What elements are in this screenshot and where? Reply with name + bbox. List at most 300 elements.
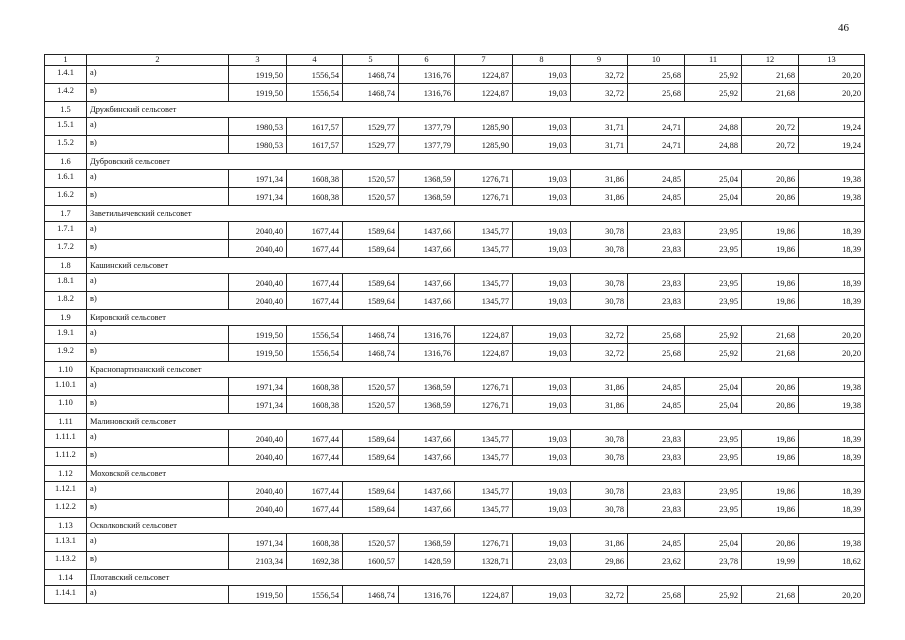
value-cell-col-12: 19,99: [742, 552, 799, 570]
value-cell-col-9: 31,86: [571, 378, 628, 396]
value-cell-col-12: 20,86: [742, 396, 799, 414]
value-cell-col-7: 1224,87: [455, 326, 513, 344]
value-cell-col-7: 1276,71: [455, 396, 513, 414]
value-cell-col-8: 19,03: [513, 170, 571, 188]
value-cell-col-8: 19,03: [513, 500, 571, 518]
value-cell-col-3: 1971,34: [229, 170, 287, 188]
row-label: а): [87, 482, 229, 500]
value-cell-col-12: 20,86: [742, 378, 799, 396]
value-cell-col-13: 19,24: [799, 118, 865, 136]
value-cell-col-6: 1437,66: [399, 274, 455, 292]
value-cell-col-9: 29,86: [571, 552, 628, 570]
value-cell-col-10: 23,83: [628, 448, 685, 466]
value-cell-col-11: 23,95: [685, 240, 742, 258]
value-cell-col-9: 32,72: [571, 586, 628, 604]
value-cell-col-6: 1316,76: [399, 344, 455, 362]
row-code: 1.10.1: [45, 378, 87, 396]
value-cell-col-4: 1677,44: [287, 482, 343, 500]
value-cell-col-9: 31,71: [571, 118, 628, 136]
row-code: 1.7.2: [45, 240, 87, 258]
value-cell-col-12: 19,86: [742, 274, 799, 292]
value-cell-col-12: 21,68: [742, 586, 799, 604]
value-cell-col-3: 1919,50: [229, 66, 287, 84]
value-cell-col-5: 1589,64: [343, 274, 399, 292]
value-cell-col-4: 1556,54: [287, 66, 343, 84]
row-code: 1.12.1: [45, 482, 87, 500]
group-row: [45, 206, 865, 222]
value-cell-col-12: 20,86: [742, 170, 799, 188]
value-cell-col-13: 20,20: [799, 586, 865, 604]
column-header-2: 2: [87, 55, 229, 66]
value-cell-col-8: 19,03: [513, 344, 571, 362]
value-cell-col-13: 19,38: [799, 170, 865, 188]
row-code: 1.8.1: [45, 274, 87, 292]
group-title: Дружбинский сельсовет: [87, 102, 865, 118]
value-cell-col-6: 1368,59: [399, 534, 455, 552]
value-cell-col-7: 1276,71: [455, 378, 513, 396]
table-row: [45, 396, 865, 414]
value-cell-col-3: 1919,50: [229, 344, 287, 362]
value-cell-col-8: 19,03: [513, 378, 571, 396]
column-header-3: 3: [229, 55, 287, 66]
row-label: а): [87, 118, 229, 136]
value-cell-col-5: 1600,57: [343, 552, 399, 570]
row-code: 1.14.1: [45, 586, 87, 604]
group-title: Моховской сельсовет: [87, 466, 865, 482]
value-cell-col-4: 1556,54: [287, 84, 343, 102]
row-label: а): [87, 378, 229, 396]
row-label: в): [87, 396, 229, 414]
value-cell-col-10: 25,68: [628, 66, 685, 84]
value-cell-col-12: 19,86: [742, 500, 799, 518]
value-cell-col-3: 2040,40: [229, 500, 287, 518]
value-cell-col-11: 25,92: [685, 326, 742, 344]
value-cell-col-10: 24,85: [628, 396, 685, 414]
value-cell-col-6: 1428,59: [399, 552, 455, 570]
value-cell-col-3: 2040,40: [229, 482, 287, 500]
table-row: [45, 84, 865, 102]
group-title: Дубровский сельсовет: [87, 154, 865, 170]
value-cell-col-13: 18,39: [799, 292, 865, 310]
value-cell-col-8: 19,03: [513, 326, 571, 344]
value-cell-col-10: 24,85: [628, 534, 685, 552]
value-cell-col-7: 1276,71: [455, 188, 513, 206]
table-row: [45, 430, 865, 448]
value-cell-col-13: 19,24: [799, 136, 865, 154]
value-cell-col-8: 19,03: [513, 586, 571, 604]
value-cell-col-7: 1285,90: [455, 136, 513, 154]
table-row: [45, 274, 865, 292]
value-cell-col-13: 18,39: [799, 274, 865, 292]
group-row: [45, 258, 865, 274]
value-cell-col-5: 1589,64: [343, 500, 399, 518]
value-cell-col-11: 25,04: [685, 378, 742, 396]
value-cell-col-11: 23,95: [685, 430, 742, 448]
column-header-4: 4: [287, 55, 343, 66]
value-cell-col-10: 24,71: [628, 136, 685, 154]
value-cell-col-12: 20,72: [742, 118, 799, 136]
group-row: [45, 414, 865, 430]
value-cell-col-5: 1589,64: [343, 448, 399, 466]
value-cell-col-11: 25,92: [685, 586, 742, 604]
value-cell-col-3: 1971,34: [229, 188, 287, 206]
value-cell-col-13: 20,20: [799, 344, 865, 362]
value-cell-col-11: 25,04: [685, 188, 742, 206]
row-code: 1.9.2: [45, 344, 87, 362]
value-cell-col-13: 19,38: [799, 188, 865, 206]
value-cell-col-12: 21,68: [742, 344, 799, 362]
value-cell-col-3: 1971,34: [229, 378, 287, 396]
value-cell-col-5: 1589,64: [343, 482, 399, 500]
group-title: Плотавский сельсовет: [87, 570, 865, 586]
value-cell-col-3: 1919,50: [229, 326, 287, 344]
value-cell-col-5: 1468,74: [343, 586, 399, 604]
value-cell-col-6: 1316,76: [399, 66, 455, 84]
group-code: 1.5: [45, 102, 87, 118]
table-row: [45, 118, 865, 136]
value-cell-col-9: 32,72: [571, 66, 628, 84]
value-cell-col-13: 20,20: [799, 84, 865, 102]
value-cell-col-9: 30,78: [571, 482, 628, 500]
value-cell-col-7: 1224,87: [455, 344, 513, 362]
value-cell-col-11: 23,95: [685, 500, 742, 518]
row-code: 1.4.1: [45, 66, 87, 84]
value-cell-col-10: 23,62: [628, 552, 685, 570]
row-code: 1.13.2: [45, 552, 87, 570]
value-cell-col-8: 19,03: [513, 430, 571, 448]
value-cell-col-3: 1971,34: [229, 396, 287, 414]
value-cell-col-6: 1377,79: [399, 136, 455, 154]
table-row: [45, 500, 865, 518]
value-cell-col-6: 1437,66: [399, 500, 455, 518]
value-cell-col-6: 1437,66: [399, 448, 455, 466]
value-cell-col-13: 18,39: [799, 240, 865, 258]
value-cell-col-8: 19,03: [513, 136, 571, 154]
value-cell-col-6: 1316,76: [399, 586, 455, 604]
value-cell-col-6: 1437,66: [399, 222, 455, 240]
group-title: Краснопартизанский сельсовет: [87, 362, 865, 378]
value-cell-col-9: 31,71: [571, 136, 628, 154]
table-row: [45, 344, 865, 362]
row-label: а): [87, 586, 229, 604]
value-cell-col-9: 31,86: [571, 396, 628, 414]
group-code: 1.13: [45, 518, 87, 534]
column-header-13: 13: [799, 55, 865, 66]
group-title: Кашинский сельсовет: [87, 258, 865, 274]
value-cell-col-5: 1468,74: [343, 66, 399, 84]
table-row: [45, 586, 865, 604]
value-cell-col-10: 23,83: [628, 500, 685, 518]
group-row: [45, 570, 865, 586]
column-header-10: 10: [628, 55, 685, 66]
value-cell-col-5: 1468,74: [343, 84, 399, 102]
value-cell-col-8: 19,03: [513, 448, 571, 466]
row-code: 1.11.1: [45, 430, 87, 448]
value-cell-col-8: 23,03: [513, 552, 571, 570]
value-cell-col-6: 1377,79: [399, 118, 455, 136]
value-cell-col-12: 19,86: [742, 482, 799, 500]
row-code: 1.5.2: [45, 136, 87, 154]
value-cell-col-13: 19,38: [799, 534, 865, 552]
value-cell-col-3: 2040,40: [229, 222, 287, 240]
value-cell-col-3: 1980,53: [229, 118, 287, 136]
table-row: [45, 188, 865, 206]
value-cell-col-7: 1224,87: [455, 84, 513, 102]
value-cell-col-10: 24,85: [628, 188, 685, 206]
value-cell-col-6: 1368,59: [399, 188, 455, 206]
value-cell-col-3: 1919,50: [229, 586, 287, 604]
value-cell-col-8: 19,03: [513, 534, 571, 552]
value-cell-col-6: 1368,59: [399, 396, 455, 414]
value-cell-col-7: 1345,77: [455, 430, 513, 448]
value-cell-col-10: 23,83: [628, 292, 685, 310]
value-cell-col-7: 1328,71: [455, 552, 513, 570]
row-code: 1.11.2: [45, 448, 87, 466]
value-cell-col-4: 1677,44: [287, 292, 343, 310]
row-label: а): [87, 326, 229, 344]
value-cell-col-4: 1608,38: [287, 188, 343, 206]
value-cell-col-10: 24,85: [628, 170, 685, 188]
value-cell-col-8: 19,03: [513, 188, 571, 206]
value-cell-col-13: 19,38: [799, 378, 865, 396]
row-label: в): [87, 292, 229, 310]
row-label: в): [87, 552, 229, 570]
table-row: [45, 240, 865, 258]
value-cell-col-11: 25,04: [685, 534, 742, 552]
value-cell-col-10: 23,83: [628, 482, 685, 500]
value-cell-col-13: 18,39: [799, 430, 865, 448]
value-cell-col-3: 2040,40: [229, 292, 287, 310]
table-row: [45, 292, 865, 310]
value-cell-col-12: 21,68: [742, 66, 799, 84]
value-cell-col-9: 30,78: [571, 240, 628, 258]
value-cell-col-10: 23,83: [628, 430, 685, 448]
value-cell-col-10: 25,68: [628, 326, 685, 344]
group-row: [45, 362, 865, 378]
value-cell-col-7: 1345,77: [455, 222, 513, 240]
row-label: а): [87, 534, 229, 552]
row-label: а): [87, 170, 229, 188]
row-code: 1.6.2: [45, 188, 87, 206]
value-cell-col-6: 1316,76: [399, 84, 455, 102]
value-cell-col-11: 25,92: [685, 344, 742, 362]
table-row: [45, 170, 865, 188]
row-label: в): [87, 136, 229, 154]
group-code: 1.12: [45, 466, 87, 482]
group-code: 1.9: [45, 310, 87, 326]
value-cell-col-6: 1437,66: [399, 430, 455, 448]
row-code: 1.7.1: [45, 222, 87, 240]
value-cell-col-4: 1692,38: [287, 552, 343, 570]
row-label: в): [87, 344, 229, 362]
row-label: а): [87, 274, 229, 292]
row-label: а): [87, 66, 229, 84]
row-code: 1.5.1: [45, 118, 87, 136]
value-cell-col-10: 23,83: [628, 274, 685, 292]
row-code: 1.8.2: [45, 292, 87, 310]
row-label: в): [87, 448, 229, 466]
value-cell-col-7: 1345,77: [455, 240, 513, 258]
value-cell-col-5: 1520,57: [343, 378, 399, 396]
value-cell-col-12: 19,86: [742, 430, 799, 448]
group-title: Малиновский сельсовет: [87, 414, 865, 430]
value-cell-col-3: 1971,34: [229, 534, 287, 552]
value-cell-col-6: 1368,59: [399, 170, 455, 188]
value-cell-col-11: 25,92: [685, 84, 742, 102]
value-cell-col-13: 19,38: [799, 396, 865, 414]
value-cell-col-10: 25,68: [628, 344, 685, 362]
value-cell-col-4: 1617,57: [287, 136, 343, 154]
group-code: 1.7: [45, 206, 87, 222]
value-cell-col-4: 1608,38: [287, 378, 343, 396]
value-cell-col-3: 2040,40: [229, 448, 287, 466]
value-cell-col-12: 20,86: [742, 534, 799, 552]
value-cell-col-8: 19,03: [513, 84, 571, 102]
value-cell-col-6: 1437,66: [399, 482, 455, 500]
value-cell-col-8: 19,03: [513, 222, 571, 240]
value-cell-col-9: 32,72: [571, 84, 628, 102]
value-cell-col-3: 1980,53: [229, 136, 287, 154]
group-title: Заветильичевский сельсовет: [87, 206, 865, 222]
value-cell-col-6: 1437,66: [399, 292, 455, 310]
value-cell-col-11: 25,04: [685, 170, 742, 188]
value-cell-col-5: 1520,57: [343, 170, 399, 188]
group-code: 1.10: [45, 362, 87, 378]
value-cell-col-5: 1589,64: [343, 292, 399, 310]
value-cell-col-12: 19,86: [742, 448, 799, 466]
value-cell-col-4: 1677,44: [287, 240, 343, 258]
value-cell-col-8: 19,03: [513, 482, 571, 500]
value-cell-col-13: 18,39: [799, 222, 865, 240]
value-cell-col-12: 19,86: [742, 222, 799, 240]
row-label: а): [87, 430, 229, 448]
group-code: 1.8: [45, 258, 87, 274]
value-cell-col-6: 1368,59: [399, 378, 455, 396]
group-title: Кировский сельсовет: [87, 310, 865, 326]
value-cell-col-9: 31,86: [571, 170, 628, 188]
value-cell-col-9: 30,78: [571, 500, 628, 518]
value-cell-col-5: 1520,57: [343, 534, 399, 552]
table-row: [45, 326, 865, 344]
value-cell-col-11: 24,88: [685, 136, 742, 154]
value-cell-col-9: 30,78: [571, 292, 628, 310]
value-cell-col-4: 1617,57: [287, 118, 343, 136]
group-code: 1.14: [45, 570, 87, 586]
value-cell-col-5: 1529,77: [343, 118, 399, 136]
value-cell-col-11: 23,95: [685, 222, 742, 240]
row-code: 1.13.1: [45, 534, 87, 552]
value-cell-col-5: 1468,74: [343, 344, 399, 362]
value-cell-col-4: 1556,54: [287, 326, 343, 344]
value-cell-col-12: 21,68: [742, 326, 799, 344]
row-label: а): [87, 222, 229, 240]
table-row: [45, 534, 865, 552]
value-cell-col-6: 1316,76: [399, 326, 455, 344]
value-cell-col-13: 18,62: [799, 552, 865, 570]
table-row: [45, 136, 865, 154]
value-cell-col-8: 19,03: [513, 292, 571, 310]
value-cell-col-9: 30,78: [571, 274, 628, 292]
row-label: в): [87, 240, 229, 258]
value-cell-col-3: 2040,40: [229, 274, 287, 292]
value-cell-col-10: 25,68: [628, 586, 685, 604]
value-cell-col-4: 1608,38: [287, 534, 343, 552]
value-cell-col-11: 23,78: [685, 552, 742, 570]
value-cell-col-8: 19,03: [513, 240, 571, 258]
value-cell-col-13: 18,39: [799, 448, 865, 466]
value-cell-col-7: 1276,71: [455, 170, 513, 188]
value-cell-col-12: 20,72: [742, 136, 799, 154]
table-row: [45, 66, 865, 84]
value-cell-col-12: 21,68: [742, 84, 799, 102]
value-cell-col-4: 1608,38: [287, 170, 343, 188]
group-code: 1.11: [45, 414, 87, 430]
table-row: [45, 552, 865, 570]
value-cell-col-13: 18,39: [799, 482, 865, 500]
value-cell-col-12: 19,86: [742, 240, 799, 258]
value-cell-col-7: 1224,87: [455, 66, 513, 84]
value-cell-col-5: 1589,64: [343, 430, 399, 448]
row-code: 1.9.1: [45, 326, 87, 344]
value-cell-col-9: 30,78: [571, 448, 628, 466]
value-cell-col-7: 1345,77: [455, 274, 513, 292]
value-cell-col-11: 23,95: [685, 292, 742, 310]
value-cell-col-11: 23,95: [685, 448, 742, 466]
value-cell-col-11: 23,95: [685, 274, 742, 292]
row-label: в): [87, 500, 229, 518]
table-row: [45, 482, 865, 500]
value-cell-col-9: 32,72: [571, 344, 628, 362]
column-header-11: 11: [685, 55, 742, 66]
value-cell-col-10: 24,85: [628, 378, 685, 396]
value-cell-col-5: 1589,64: [343, 240, 399, 258]
value-cell-col-4: 1677,44: [287, 500, 343, 518]
value-cell-col-13: 20,20: [799, 66, 865, 84]
value-cell-col-7: 1345,77: [455, 500, 513, 518]
value-cell-col-4: 1677,44: [287, 430, 343, 448]
value-cell-col-6: 1437,66: [399, 240, 455, 258]
group-row: [45, 518, 865, 534]
group-row: [45, 154, 865, 170]
row-code: 1.10: [45, 396, 87, 414]
value-cell-col-4: 1608,38: [287, 396, 343, 414]
column-header-8: 8: [513, 55, 571, 66]
value-cell-col-11: 23,95: [685, 482, 742, 500]
value-cell-col-11: 25,04: [685, 396, 742, 414]
value-cell-col-3: 2040,40: [229, 240, 287, 258]
group-row: [45, 466, 865, 482]
value-cell-col-4: 1556,54: [287, 344, 343, 362]
value-cell-col-8: 19,03: [513, 274, 571, 292]
value-cell-col-7: 1285,90: [455, 118, 513, 136]
value-cell-col-4: 1556,54: [287, 586, 343, 604]
value-cell-col-10: 23,83: [628, 222, 685, 240]
group-title: Осколковский сельсовет: [87, 518, 865, 534]
row-code: 1.6.1: [45, 170, 87, 188]
table-row: [45, 222, 865, 240]
table-row: [45, 378, 865, 396]
value-cell-col-5: 1520,57: [343, 188, 399, 206]
value-cell-col-9: 32,72: [571, 326, 628, 344]
value-cell-col-5: 1589,64: [343, 222, 399, 240]
group-code: 1.6: [45, 154, 87, 170]
value-cell-col-7: 1345,77: [455, 292, 513, 310]
value-cell-col-12: 19,86: [742, 292, 799, 310]
value-cell-col-5: 1468,74: [343, 326, 399, 344]
value-cell-col-7: 1276,71: [455, 534, 513, 552]
value-cell-col-11: 25,92: [685, 66, 742, 84]
value-cell-col-9: 31,86: [571, 188, 628, 206]
